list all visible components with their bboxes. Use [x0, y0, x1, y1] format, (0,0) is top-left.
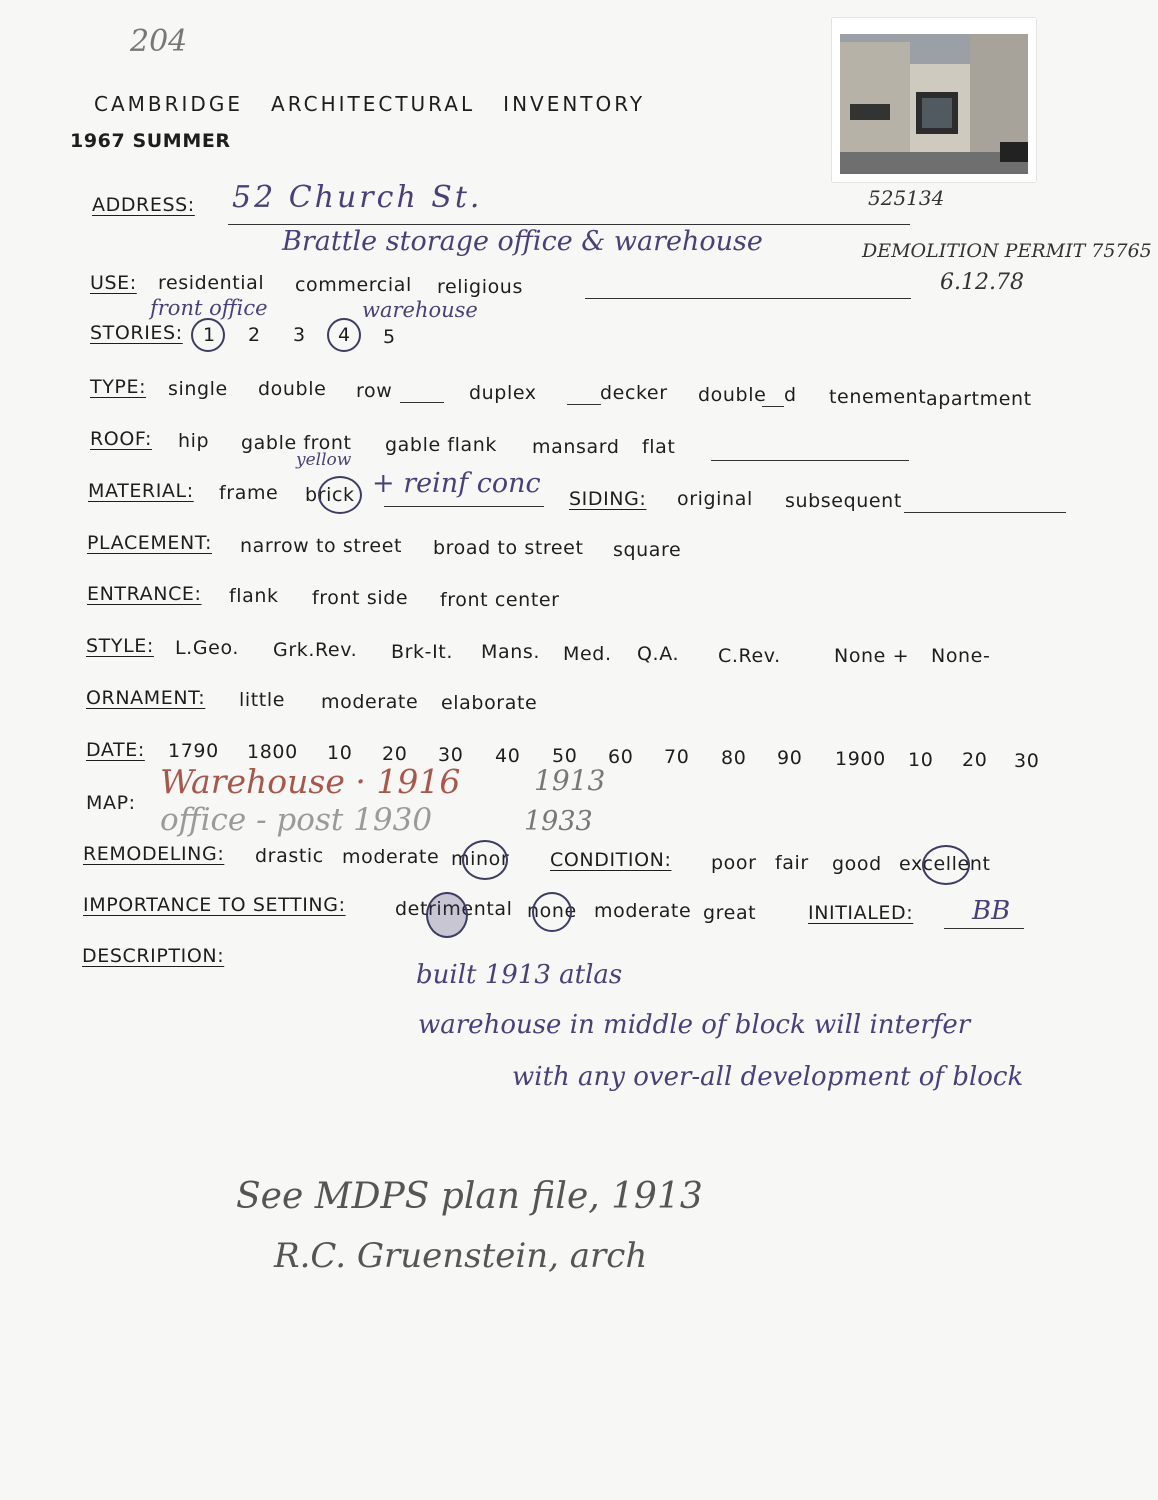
importance-label: IMPORTANCE TO SETTING: — [83, 894, 346, 916]
remodeling-minor-circle — [462, 840, 508, 880]
type-double-d: double — [698, 384, 767, 406]
date-90: 90 — [777, 747, 803, 769]
type-decker: decker — [600, 382, 668, 404]
description-label: DESCRIPTION: — [82, 945, 225, 967]
style-label: STYLE: — [86, 635, 154, 657]
stories-4-circle — [327, 318, 361, 352]
type-row-blank — [400, 402, 444, 403]
roof-gable-flank: gable flank — [385, 434, 498, 456]
roof-gable-front: gable front — [241, 432, 352, 454]
style-crev: C.Rev. — [718, 645, 781, 667]
roof-hip: hip — [178, 430, 210, 452]
type-apartment: apartment — [926, 388, 1032, 410]
material-brick-circle — [318, 476, 362, 514]
initialed-value: BB — [972, 896, 1011, 926]
siding-original: original — [677, 488, 753, 510]
style-mans: Mans. — [481, 641, 541, 663]
date-70: 70 — [664, 746, 690, 768]
map-note-1933: 1933 — [524, 806, 593, 837]
style-none-minus: None- — [931, 645, 991, 667]
roof-flat: flat — [642, 436, 676, 458]
importance-great: great — [703, 902, 757, 924]
type-tenement: tenement — [829, 386, 927, 408]
material-note-color: yellow — [296, 450, 352, 470]
entrance-label: ENTRANCE: — [87, 583, 202, 605]
importance-moderate: moderate — [594, 900, 692, 922]
material-frame: frame — [219, 482, 279, 504]
placement-narrow: narrow to street — [240, 535, 403, 557]
type-d: d — [784, 384, 797, 406]
address-line — [228, 224, 910, 225]
condition-excellent: excellent — [899, 853, 991, 875]
date-60: 60 — [608, 746, 634, 768]
roof-mansard: mansard — [532, 436, 620, 458]
type-row: row — [356, 380, 393, 402]
placement-label: PLACEMENT: — [87, 532, 212, 554]
date-10: 10 — [327, 742, 353, 764]
demolition-date: 6.12.78 — [940, 270, 1024, 295]
footer-line-1: See MDPS plan file, 1913 — [236, 1176, 703, 1217]
type-double-d-blank — [762, 406, 784, 407]
stories-2: 2 — [248, 324, 261, 346]
map-note-1913: 1913 — [534, 764, 606, 797]
use-blank — [585, 298, 911, 299]
initialed-line — [944, 928, 1024, 929]
stories-4: 4 — [338, 324, 351, 346]
material-brick: brick — [305, 484, 355, 506]
siding-subsequent: subsequent — [785, 490, 902, 512]
style-qa: Q.A. — [637, 643, 680, 665]
description-line-2: warehouse in middle of block will interfer — [418, 1010, 971, 1040]
placement-square: square — [613, 539, 682, 561]
siding-blank — [904, 512, 1066, 513]
style-brkit: Brk-It. — [391, 641, 453, 663]
use-label: USE: — [90, 272, 137, 294]
entrance-flank: flank — [229, 585, 279, 607]
remodeling-moderate: moderate — [342, 846, 440, 868]
type-double: double — [258, 378, 327, 400]
ornament-moderate: moderate — [321, 691, 419, 713]
address-label: ADDRESS: — [92, 194, 195, 216]
condition-poor: poor — [711, 852, 757, 874]
map-note-office: office - post 1930 — [160, 802, 433, 838]
page-number: 204 — [130, 24, 188, 59]
importance-detrimental: detrimental — [395, 898, 513, 920]
date-40: 40 — [495, 745, 521, 767]
stories-5: 5 — [383, 326, 396, 348]
form-season: 1967 SUMMER — [70, 130, 231, 152]
style-med: Med. — [563, 643, 612, 665]
roof-blank — [711, 460, 909, 461]
stories-label: STORIES: — [90, 322, 183, 344]
importance-none: none — [527, 900, 577, 922]
photo-number: 525134 — [868, 186, 945, 210]
building-photo — [832, 18, 1036, 182]
date-1790: 1790 — [168, 740, 219, 762]
type-decker-blank — [567, 404, 601, 405]
date-1920: 20 — [962, 749, 988, 771]
type-duplex: duplex — [469, 382, 537, 404]
placement-broad: broad to street — [433, 537, 584, 559]
address-value: 52 Church St. — [232, 180, 483, 215]
use-note: Brattle storage office & warehouse — [282, 226, 763, 257]
map-label: MAP: — [86, 792, 136, 814]
demolition-permit: DEMOLITION PERMIT 75765 — [862, 240, 1152, 262]
date-1900: 1900 — [835, 748, 886, 770]
map-note-warehouse: Warehouse · 1916 — [160, 762, 461, 801]
entrance-front-center: front center — [440, 589, 560, 611]
material-blank — [384, 506, 544, 507]
use-commercial: commercial — [295, 274, 412, 296]
condition-label: CONDITION: — [550, 849, 672, 871]
date-1930: 30 — [1014, 750, 1040, 772]
remodeling-label: REMODELING: — [83, 843, 225, 865]
style-grkrev: Grk.Rev. — [273, 639, 358, 661]
type-single: single — [168, 378, 228, 400]
importance-detrimental-scribble — [426, 892, 468, 938]
stories-note-front: front office — [150, 296, 268, 320]
date-1910: 10 — [908, 749, 934, 771]
style-lgeo: L.Geo. — [175, 637, 239, 659]
stories-1: 1 — [203, 324, 216, 346]
condition-good: good — [832, 853, 882, 875]
entrance-front-side: front side — [312, 587, 409, 609]
material-label: MATERIAL: — [88, 480, 194, 502]
condition-fair: fair — [775, 852, 809, 874]
date-80: 80 — [721, 747, 747, 769]
ornament-label: ORNAMENT: — [86, 687, 206, 709]
date-30: 30 — [438, 744, 464, 766]
use-residential: residential — [158, 272, 265, 294]
siding-label: SIDING: — [569, 488, 647, 510]
stories-1-circle — [191, 318, 225, 352]
condition-excellent-circle — [922, 845, 970, 885]
footer-line-2: R.C. Gruenstein, arch — [274, 1236, 648, 1276]
initialed-label: INITIALED: — [808, 902, 914, 924]
description-line-1: built 1913 atlas — [416, 960, 623, 990]
date-label: DATE: — [86, 739, 145, 761]
roof-label: ROOF: — [90, 428, 152, 450]
importance-none-circle — [532, 892, 572, 932]
stories-3: 3 — [293, 324, 306, 346]
date-1800: 1800 — [247, 741, 298, 763]
material-note-extra: + reinf conc — [372, 468, 541, 499]
style-none-plus: None + — [834, 645, 910, 667]
ornament-elaborate: elaborate — [441, 692, 538, 714]
form-title: CAMBRIDGE ARCHITECTURAL INVENTORY — [94, 92, 646, 116]
type-label: TYPE: — [90, 376, 147, 398]
use-religious: religious — [437, 276, 523, 298]
date-20: 20 — [382, 743, 408, 765]
date-50: 50 — [552, 745, 578, 767]
remodeling-drastic: drastic — [255, 845, 324, 867]
ornament-little: little — [239, 689, 286, 711]
stories-note-warehouse: warehouse — [362, 298, 478, 322]
remodeling-minor: minor — [451, 848, 510, 870]
description-line-3: with any over-all development of block — [512, 1062, 1024, 1092]
